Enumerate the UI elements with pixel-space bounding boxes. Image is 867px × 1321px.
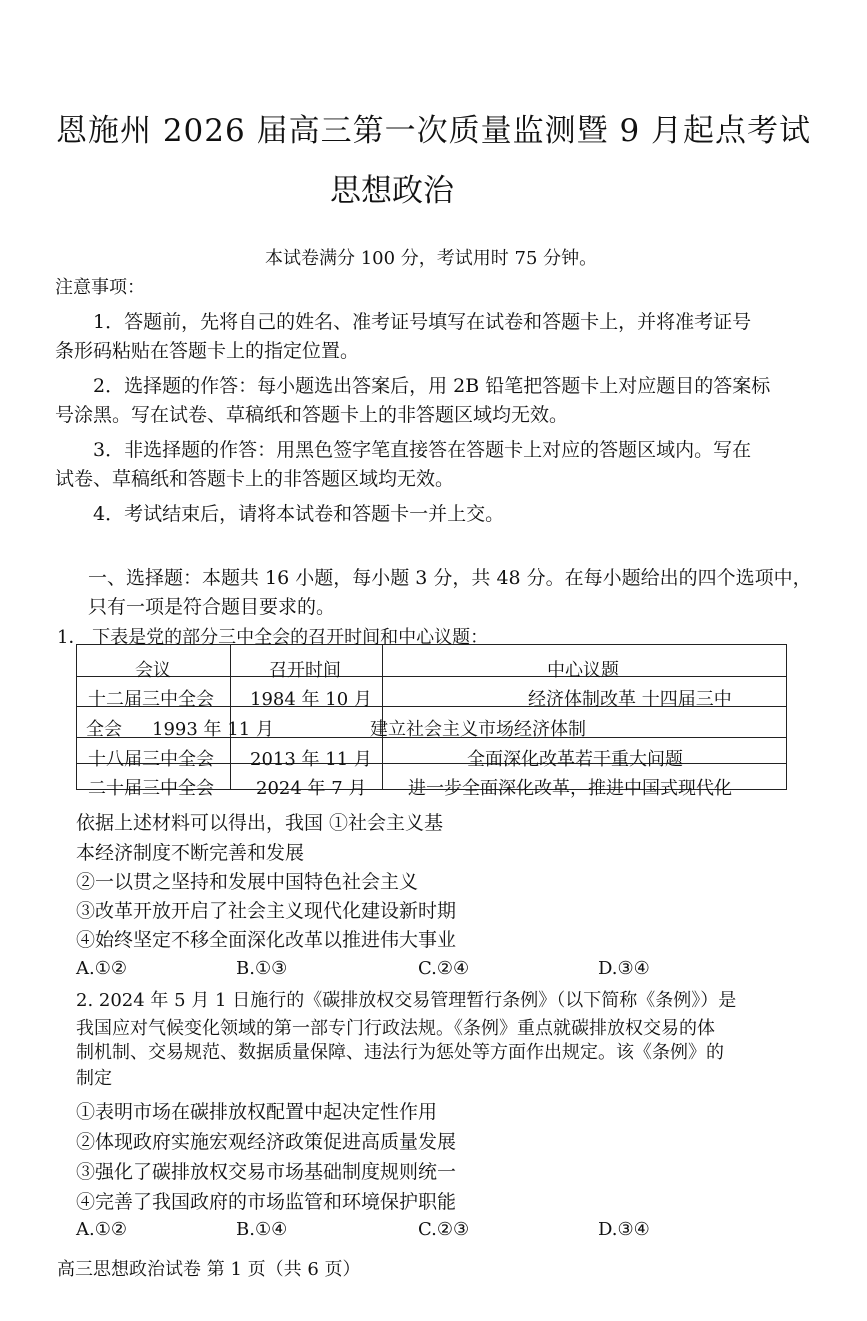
table-cell: 十二届三中全会	[88, 689, 214, 710]
q1-line: 本经济制度不断完善和发展	[76, 842, 305, 864]
q2-choice: ②体现政府实施宏观经济政策促进高质量发展	[76, 1131, 457, 1153]
table-cell: 二十届三中全会	[88, 778, 214, 799]
q1-line: 依据上述材料可以得出，我国 ①社会主义基	[76, 812, 444, 834]
q2-option-c: C.②③	[418, 1219, 470, 1240]
section-heading-cont: 只有一项是符合题目要求的。	[88, 596, 336, 618]
table-cell: 2024 年 7 月	[256, 778, 367, 799]
notice-item-4: 4．考试结束后，请将本试卷和答题卡一并上交。	[93, 503, 505, 525]
table-cell: 2013 年 11 月	[250, 749, 372, 770]
table-cell: 进一步全面深化改革，推进中国式现代化	[408, 778, 732, 799]
notice-heading: 注意事项：	[55, 277, 145, 298]
notice-item-1: 1．答题前，先将自己的姓名、准考证号填写在试卷和答题卡上，并将准考证号	[93, 311, 752, 333]
q2-option-b: B.①④	[236, 1219, 288, 1240]
q1-option-a: A.①②	[76, 958, 127, 979]
notice-item-1-cont: 条形码粘贴在答题卡上的指定位置。	[55, 340, 360, 362]
page-footer: 高三思想政治试卷 第 1 页（共 6 页）	[57, 1259, 361, 1280]
q2-stem-cont: 制定	[76, 1068, 112, 1089]
q1-line: ②一以贯之坚持和发展中国特色社会主义	[76, 871, 419, 893]
subject-title: 思想政治	[330, 173, 454, 209]
q1-table	[76, 644, 787, 799]
q1-option-b: B.①③	[236, 958, 288, 979]
notice-item-3-cont: 试卷、草稿纸和答题卡上的非答题区域均无效。	[55, 468, 455, 490]
exam-title: 恩施州 2026 届高三第一次质量监测暨 9 月起点考试	[55, 113, 812, 149]
notice-item-2: 2．选择题的作答：每小题选出答案后，用 2B 铅笔把答题卡上对应题目的答案标	[93, 375, 771, 397]
q2-stem: 2. 2024 年 5 月 1 日施行的《碳排放权交易管理暂行条例》（以下简称《条例》）是	[76, 990, 737, 1011]
q2-choice: ③强化了碳排放权交易市场基础制度规则统一	[76, 1161, 457, 1183]
table-cell: 十八届三中全会	[88, 749, 214, 770]
q1-line: ④始终坚定不移全面深化改革以推进伟大事业	[76, 929, 457, 951]
section-heading: 一、选择题：本题共 16 小题，每小题 3 分，共 48 分。在每小题给出的四个选项中，	[88, 567, 812, 589]
table-cell: 1984 年 10 月	[250, 689, 372, 710]
q2-stem-cont: 我国应对气候变化领域的第一部专门行政法规。《条例》重点就碳排放权交易的体	[76, 1018, 715, 1039]
notice-item-3: 3．非选择题的作答：用黑色签字笔直接答在答题卡上对应的答题区域内。写在	[93, 439, 752, 461]
q1-option-d: D.③④	[598, 958, 650, 979]
q2-choice: ④完善了我国政府的市场监管和环境保护职能	[76, 1191, 457, 1213]
table-cell: 经济体制改革 十四届三中	[528, 689, 732, 710]
q1-line: ③改革开放开启了社会主义现代化建设新时期	[76, 900, 457, 922]
table-cell: 全面深化改革若干重大问题	[467, 749, 683, 770]
q2-stem-cont: 制机制、交易规范、数据质量保障、违法行为惩处等方面作出规定。该《条例》的	[76, 1042, 724, 1063]
table-header-meeting: 会议	[135, 660, 171, 681]
q2-choice: ①表明市场在碳排放权配置中起决定性作用	[76, 1101, 438, 1123]
q1-option-c: C.②④	[418, 958, 470, 979]
q2-option-a: A.①②	[76, 1219, 127, 1240]
table-cell: 1993 年 11 月	[152, 719, 274, 740]
table-cell: 建立社会主义市场经济体制	[370, 719, 586, 740]
q2-option-d: D.③④	[598, 1219, 650, 1240]
notice-item-2-cont: 号涂黑。写在试卷、草稿纸和答题卡上的非答题区域均无效。	[55, 404, 569, 426]
table-header-topic: 中心议题	[547, 660, 619, 681]
table-header-time: 召开时间	[269, 660, 341, 681]
q1-stem: 1． 下表是党的部分三中全会的召开时间和中心议题：	[57, 627, 489, 648]
table-cell: 全会	[86, 719, 122, 740]
exam-info: 本试卷满分 100 分，考试用时 75 分钟。	[265, 248, 598, 269]
